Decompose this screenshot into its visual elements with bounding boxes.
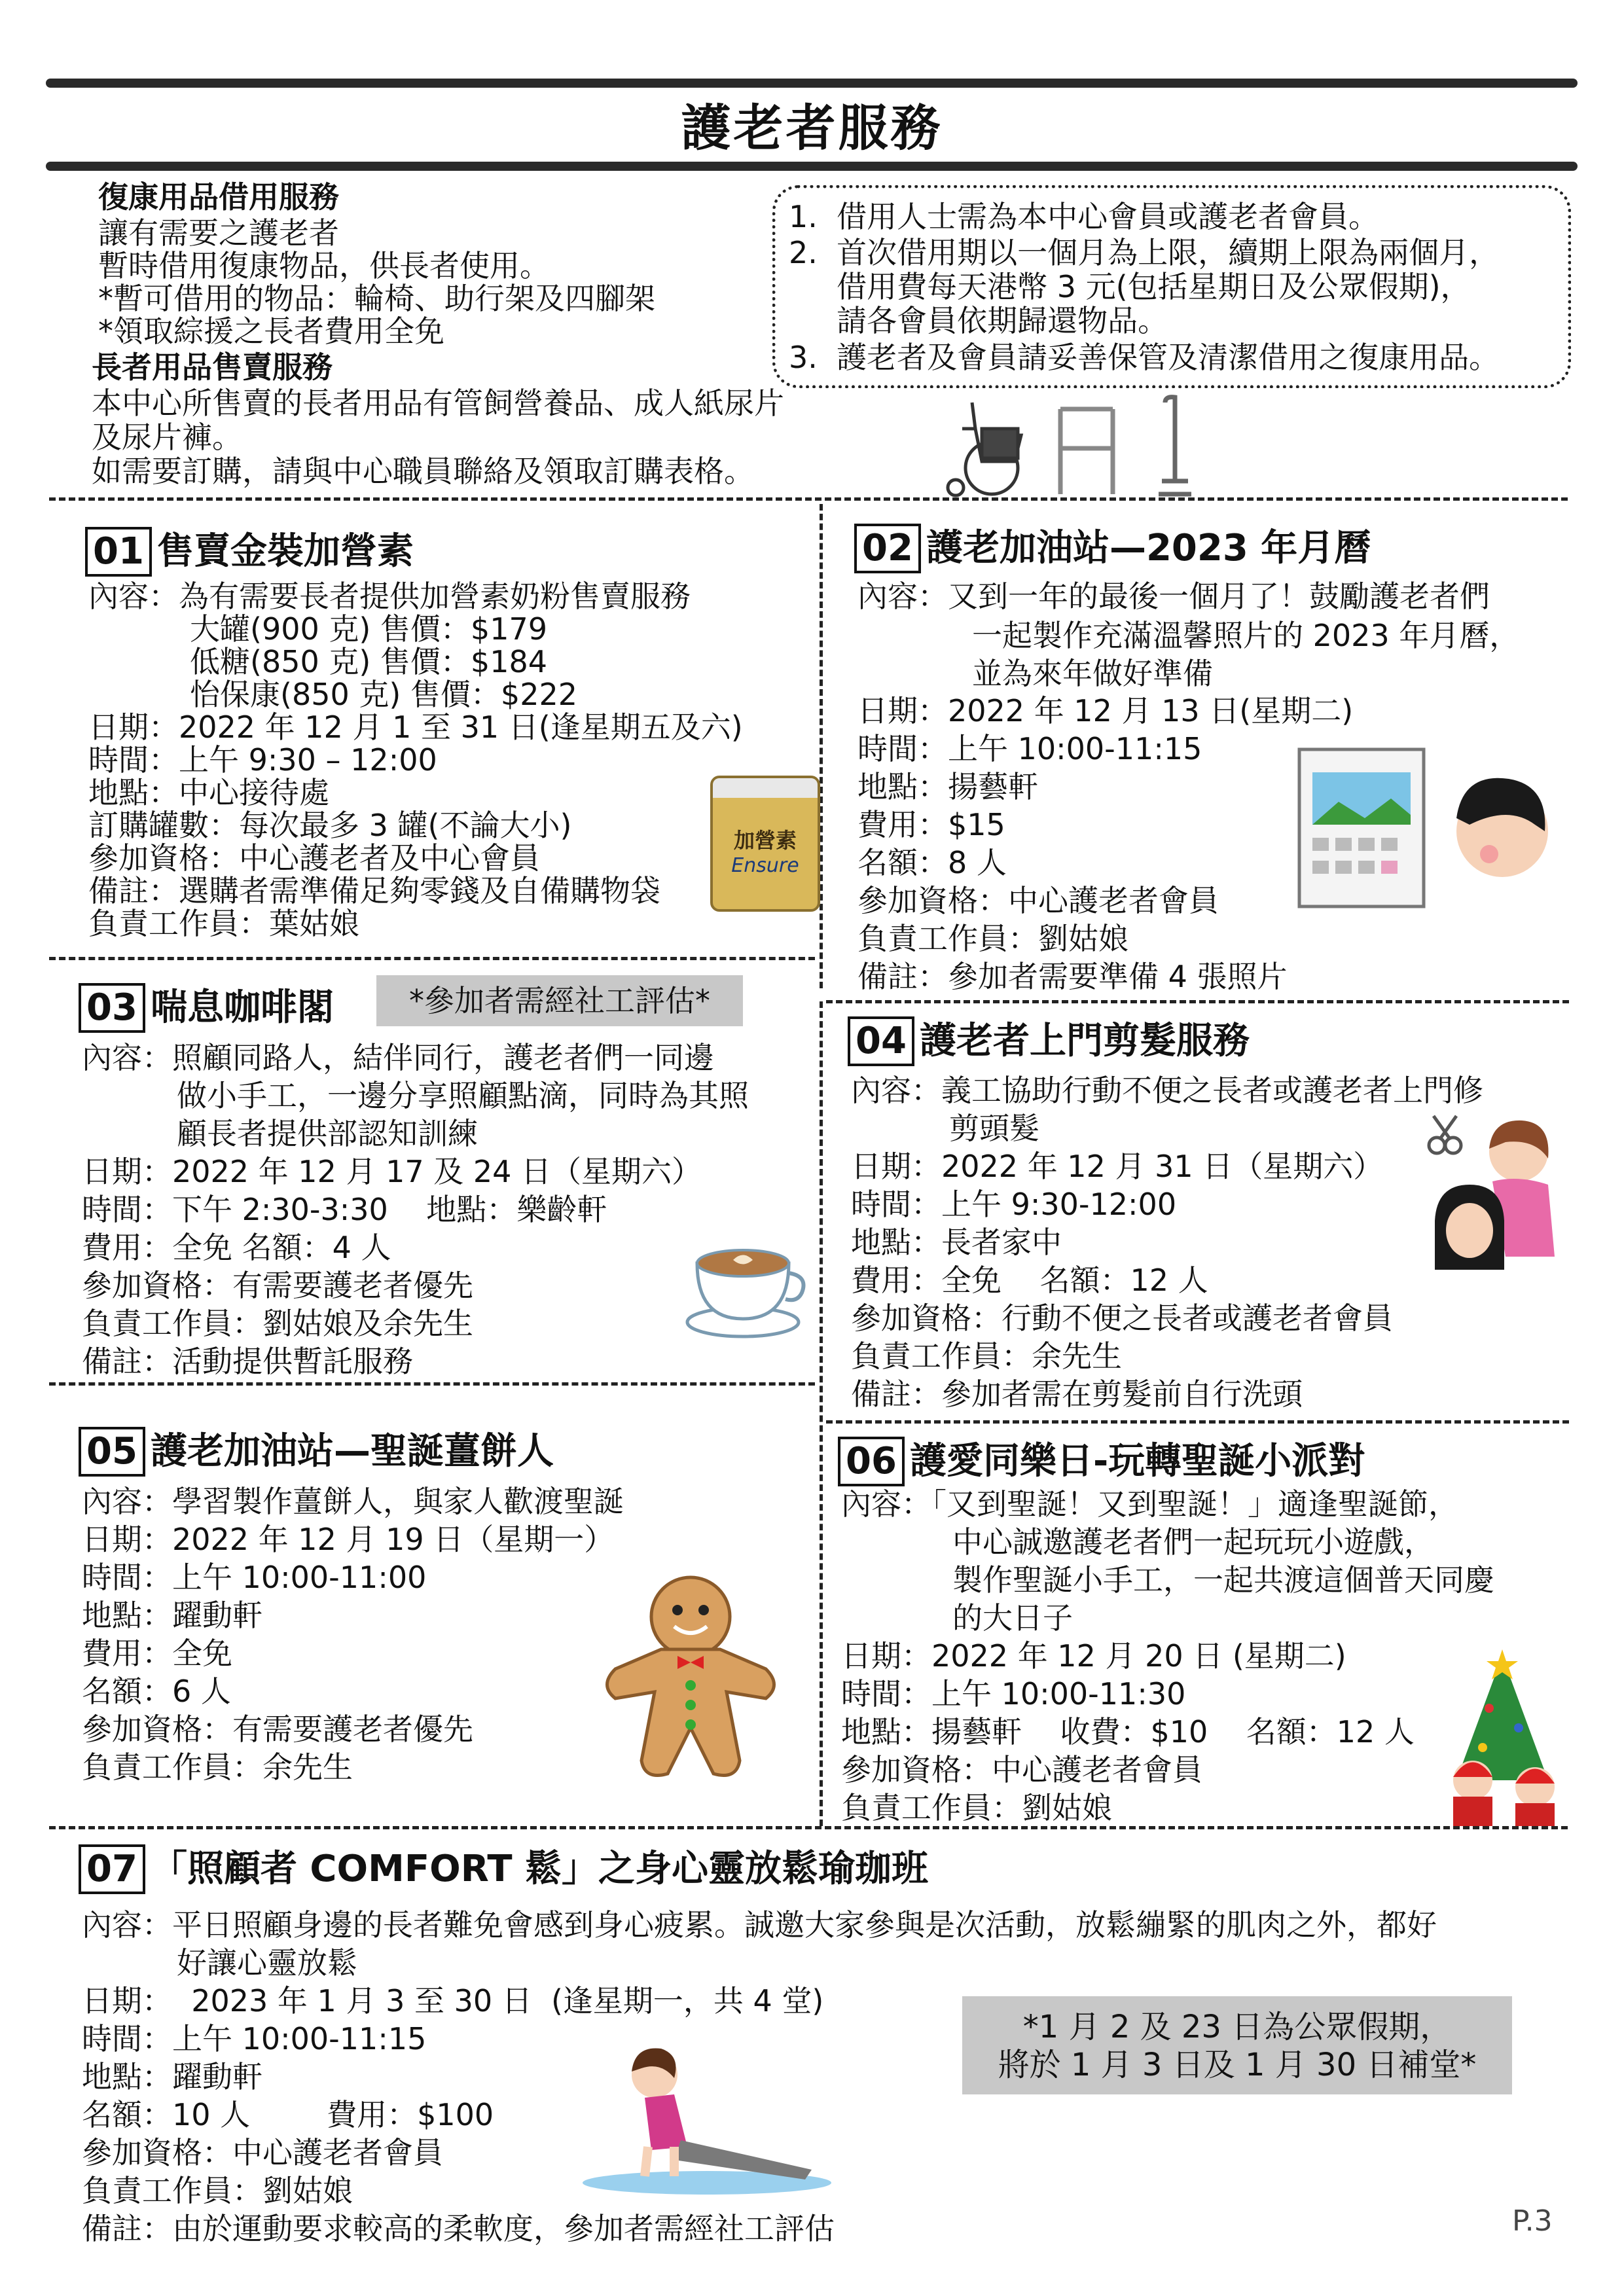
activity-07-line: 負責工作員：劉姑娘 (82, 2173, 353, 2208)
sale-line: 本中心所售賣的長者用品有管飼營養品、成人紙尿片 (92, 386, 784, 421)
yoga-woman-illustration (576, 2042, 838, 2199)
activity-03-line: 內容：照顧同路人，結伴同行，護老者們一同邊 (82, 1040, 714, 1075)
activity-06-line: 負責工作員：劉姑娘 (841, 1790, 1112, 1825)
activity-03-heading (79, 983, 334, 1033)
sale-line: 如需要訂購，請與中心職員聯絡及領取訂購表格。 (92, 454, 754, 489)
page-title: 護老者服務 (681, 99, 943, 157)
activity-07-line: 名額：10 人 費用：$100 (82, 2097, 494, 2132)
activity-01-line: 訂購罐數：每次最多 3 罐(不論大小) (88, 808, 572, 843)
calendar-person-illustration (1293, 746, 1555, 929)
activity-05-line: 地點：躍動軒 (82, 1598, 262, 1633)
activity-02-line: 並為來年做好準備 (972, 656, 1213, 691)
activity-07-line: 好讓心靈放鬆 (177, 1945, 357, 1981)
walker-icon (1060, 409, 1113, 494)
activity-04-line: 內容：義工協助行動不便之長者或護老者上門修 (851, 1073, 1483, 1108)
ensure-can-image (710, 776, 820, 912)
note-line: 2. 首次借用期以一個月為上限，續期上限為兩個月， (789, 235, 1500, 270)
activity-01-line: 怡保康(850 克) 售價：$222 (190, 677, 578, 712)
activity-number: 02 (854, 524, 921, 573)
activity-number: 07 (79, 1844, 145, 1894)
note-line: 3. 護老者及會員請妥善保管及清潔借用之復康用品。 (789, 340, 1500, 375)
activity-03-line: 負責工作員：劉姑娘及余先生 (82, 1306, 473, 1341)
activity-05-line: 參加資格：有需要護老者優先 (82, 1712, 473, 1747)
divider-vertical (820, 1001, 823, 1826)
header-bottom-rule (46, 162, 1578, 171)
activity-05-line: 日期：2022 年 12 月 19 日（星期一） (82, 1522, 615, 1557)
activity-04-heading (848, 1016, 1250, 1066)
activity-07-line: 時間：上午 10:00-11:15 (82, 2021, 427, 2056)
activity-01-line: 備註：選購者需準備足夠零錢及自備購物袋 (88, 873, 660, 908)
wheelchair-icon (948, 403, 1021, 495)
top-rule (46, 79, 1578, 88)
activity-title: 護老加油站—2023 年月曆 (926, 527, 1371, 569)
divider-vertical (820, 504, 823, 988)
activity-07-heading (79, 1844, 928, 1894)
activity-title: 喘息咖啡閣 (150, 986, 334, 1029)
activity-05-line: 時間：上午 10:00-11:00 (82, 1560, 427, 1595)
activity-06-line: 地點：揚藝軒 收費：$10 名額：12 人 (841, 1714, 1415, 1749)
can-brand: Ensure (731, 854, 799, 877)
activity-02-line: 名額：8 人 (857, 845, 1007, 880)
activity-03-line: 時間：下午 2:30-3:30 地點：樂齡軒 (82, 1192, 607, 1227)
rental-line: 讓有需要之護老者 (98, 215, 339, 251)
activity-01-line: 負責工作員：葉姑娘 (88, 906, 359, 941)
activity-02-line: 負責工作員：劉姑娘 (857, 921, 1128, 956)
assessment-badge: *參加者需經社工評估* (376, 975, 743, 1026)
activity-05-line: 費用：全免 (82, 1636, 232, 1671)
coffee-cup-illustration (681, 1230, 812, 1342)
activity-04-line: 參加資格：行動不便之長者或護老者會員 (851, 1300, 1393, 1336)
holiday-notice-line: 將於 1 月 3 日及 1 月 30 日補堂* (998, 2047, 1477, 2083)
activity-02-line: 一起製作充滿溫馨照片的 2023 年月曆， (972, 618, 1520, 653)
activity-05-line: 名額：6 人 (82, 1674, 231, 1709)
activity-06-line: 的大日子 (952, 1600, 1073, 1636)
divider-horizontal (49, 1826, 1568, 1829)
activity-04-line: 地點：長者家中 (851, 1225, 1062, 1260)
quad-cane-icon (1159, 397, 1191, 494)
activity-06-line: 內容：「又到聖誕！又到聖誕！」適逢聖誕節， (841, 1486, 1458, 1522)
activity-04-line: 負責工作員：余先生 (851, 1338, 1122, 1374)
activity-07-line: 日期： 2023 年 1 月 3 至 30 日 (逢星期一，共 4 堂) (82, 1983, 824, 2018)
activity-02-line: 備註：參加者需要準備 4 張照片 (857, 959, 1288, 994)
activity-01-line: 低糖(850 克) 售價：$184 (190, 644, 548, 679)
activity-number: 01 (85, 527, 152, 577)
activity-07-line: 參加資格：中心護老者會員 (82, 2135, 443, 2170)
activity-02-line: 日期：2022 年 12 月 13 日(星期二) (857, 693, 1354, 728)
activity-03-line: 日期：2022 年 12 月 17 及 24 日（星期六） (82, 1154, 702, 1189)
activity-06-line: 中心誠邀護老者們一起玩玩小遊戲， (952, 1524, 1434, 1560)
activity-01-line: 時間：上午 9:30 – 12:00 (88, 742, 437, 778)
activity-05-heading (79, 1427, 554, 1477)
activity-02-line: 費用：$15 (857, 807, 1005, 842)
divider-horizontal (826, 1000, 1569, 1003)
gingerbread-man-illustration (589, 1571, 792, 1787)
activity-04-line: 日期：2022 年 12 月 31 日（星期六） (851, 1149, 1384, 1184)
activity-07-line: 內容：平日照顧身邊的長者難免會感到身心疲累。誠邀大家參與是次活動，放鬆繃緊的肌肉之外，都好 (82, 1907, 1437, 1943)
activity-02-line: 參加資格：中心護老者會員 (857, 883, 1219, 918)
divider-horizontal (49, 497, 1568, 501)
activity-06-line: 日期：2022 年 12 月 20 日 (星期二) (841, 1638, 1346, 1674)
activity-03-line: 參加資格：有需要護老者優先 (82, 1268, 473, 1303)
activity-04-line: 時間：上午 9:30-12:00 (851, 1187, 1177, 1222)
christmas-party-illustration (1437, 1649, 1568, 1826)
activity-number: 04 (848, 1016, 914, 1066)
activity-01-line: 地點：中心接待處 (88, 775, 329, 810)
activity-05-line: 負責工作員：余先生 (82, 1749, 353, 1785)
activity-01-line: 參加資格：中心護老者及中心會員 (88, 840, 540, 876)
can-label: 加營素 (733, 828, 797, 853)
activity-title: 售賣金裝加營素 (156, 530, 414, 573)
activity-title: 「照顧者 COMFORT 鬆」之身心靈放鬆瑜珈班 (150, 1848, 929, 1890)
activity-01-line: 日期：2022 年 12 月 1 至 31 日(逢星期五及六) (88, 709, 743, 745)
activity-05-line: 內容：學習製作薑餅人，與家人歡渡聖誕 (82, 1484, 624, 1519)
activity-04-line: 費用：全免 名額：12 人 (851, 1263, 1208, 1298)
activity-01-line: 內容：為有需要長者提供加營素奶粉售賣服務 (88, 579, 691, 614)
note-line: 1. 借用人士需為本中心會員或護老者會員。 (789, 199, 1379, 234)
rental-heading: 復康用品借用服務 (98, 179, 339, 215)
activity-07-line: 地點：躍動軒 (82, 2059, 262, 2094)
scissors-icon (1429, 1116, 1461, 1153)
activity-07-line: 備註：由於運動要求較高的柔軟度，參加者需經社工評估 (82, 2211, 835, 2246)
activity-number: 03 (79, 983, 145, 1033)
activity-number: 06 (838, 1437, 905, 1486)
activity-04-line: 剪頭髮 (949, 1111, 1039, 1146)
activity-03-line: 顧長者提供部認知訓練 (177, 1116, 478, 1151)
page-number: P.3 (1512, 2204, 1553, 2238)
activity-02-line: 時間：上午 10:00-11:15 (857, 731, 1202, 766)
haircut-illustration (1420, 1113, 1564, 1289)
activity-06-line: 參加資格：中心護老者會員 (841, 1752, 1202, 1787)
activity-06-heading (838, 1437, 1365, 1486)
rental-line: *暫可借用的物品：輪椅、助行架及四腳架 (98, 281, 655, 316)
activity-title: 護愛同樂日-玩轉聖誕小派對 (909, 1440, 1365, 1482)
divider-horizontal (826, 1420, 1569, 1424)
divider-horizontal (49, 957, 815, 960)
activity-06-line: 製作聖誕小手工，一起共渡這個普天同慶 (952, 1562, 1494, 1598)
activity-02-heading (854, 524, 1371, 573)
activity-title: 護老加油站—聖誕薑餅人 (150, 1430, 554, 1473)
activity-04-line: 備註：參加者需在剪髮前自行洗頭 (851, 1376, 1303, 1412)
activity-03-line: 做小手工，一邊分享照顧點滴，同時為其照 (177, 1078, 749, 1113)
mobility-aids-illustration (936, 389, 1211, 501)
rental-line: 暫時借用復康物品，供長者使用。 (98, 248, 550, 283)
note-line: 借用費每天港幣 3 元(包括星期日及公眾假期)， (789, 269, 1471, 304)
activity-01-heading (85, 527, 414, 577)
holiday-notice-line: *1 月 2 及 23 日為公眾假期， (1022, 2009, 1452, 2045)
activity-03-line: 費用：全免 名額：4 人 (82, 1230, 391, 1265)
divider-horizontal (49, 1382, 815, 1386)
activity-01-line: 大罐(900 克) 售價：$179 (190, 611, 548, 647)
rental-line: *領取綜援之長者費用全免 (98, 314, 444, 349)
activity-06-line: 時間：上午 10:00-11:30 (841, 1676, 1186, 1712)
sale-heading: 長者用品售賣服務 (92, 350, 333, 385)
activity-02-line: 內容：又到一年的最後一個月了！鼓勵護老者們 (857, 579, 1490, 614)
holiday-notice-box (962, 1996, 1512, 2094)
activity-number: 05 (79, 1427, 145, 1477)
note-line: 請各會員依期歸還物品。 (789, 303, 1168, 338)
activity-02-line: 地點：揚藝軒 (857, 769, 1038, 804)
sale-line: 及尿片褲。 (92, 420, 242, 455)
activity-title: 護老者上門剪髮服務 (919, 1020, 1250, 1062)
activity-03-line: 備註：活動提供暫託服務 (82, 1344, 413, 1379)
